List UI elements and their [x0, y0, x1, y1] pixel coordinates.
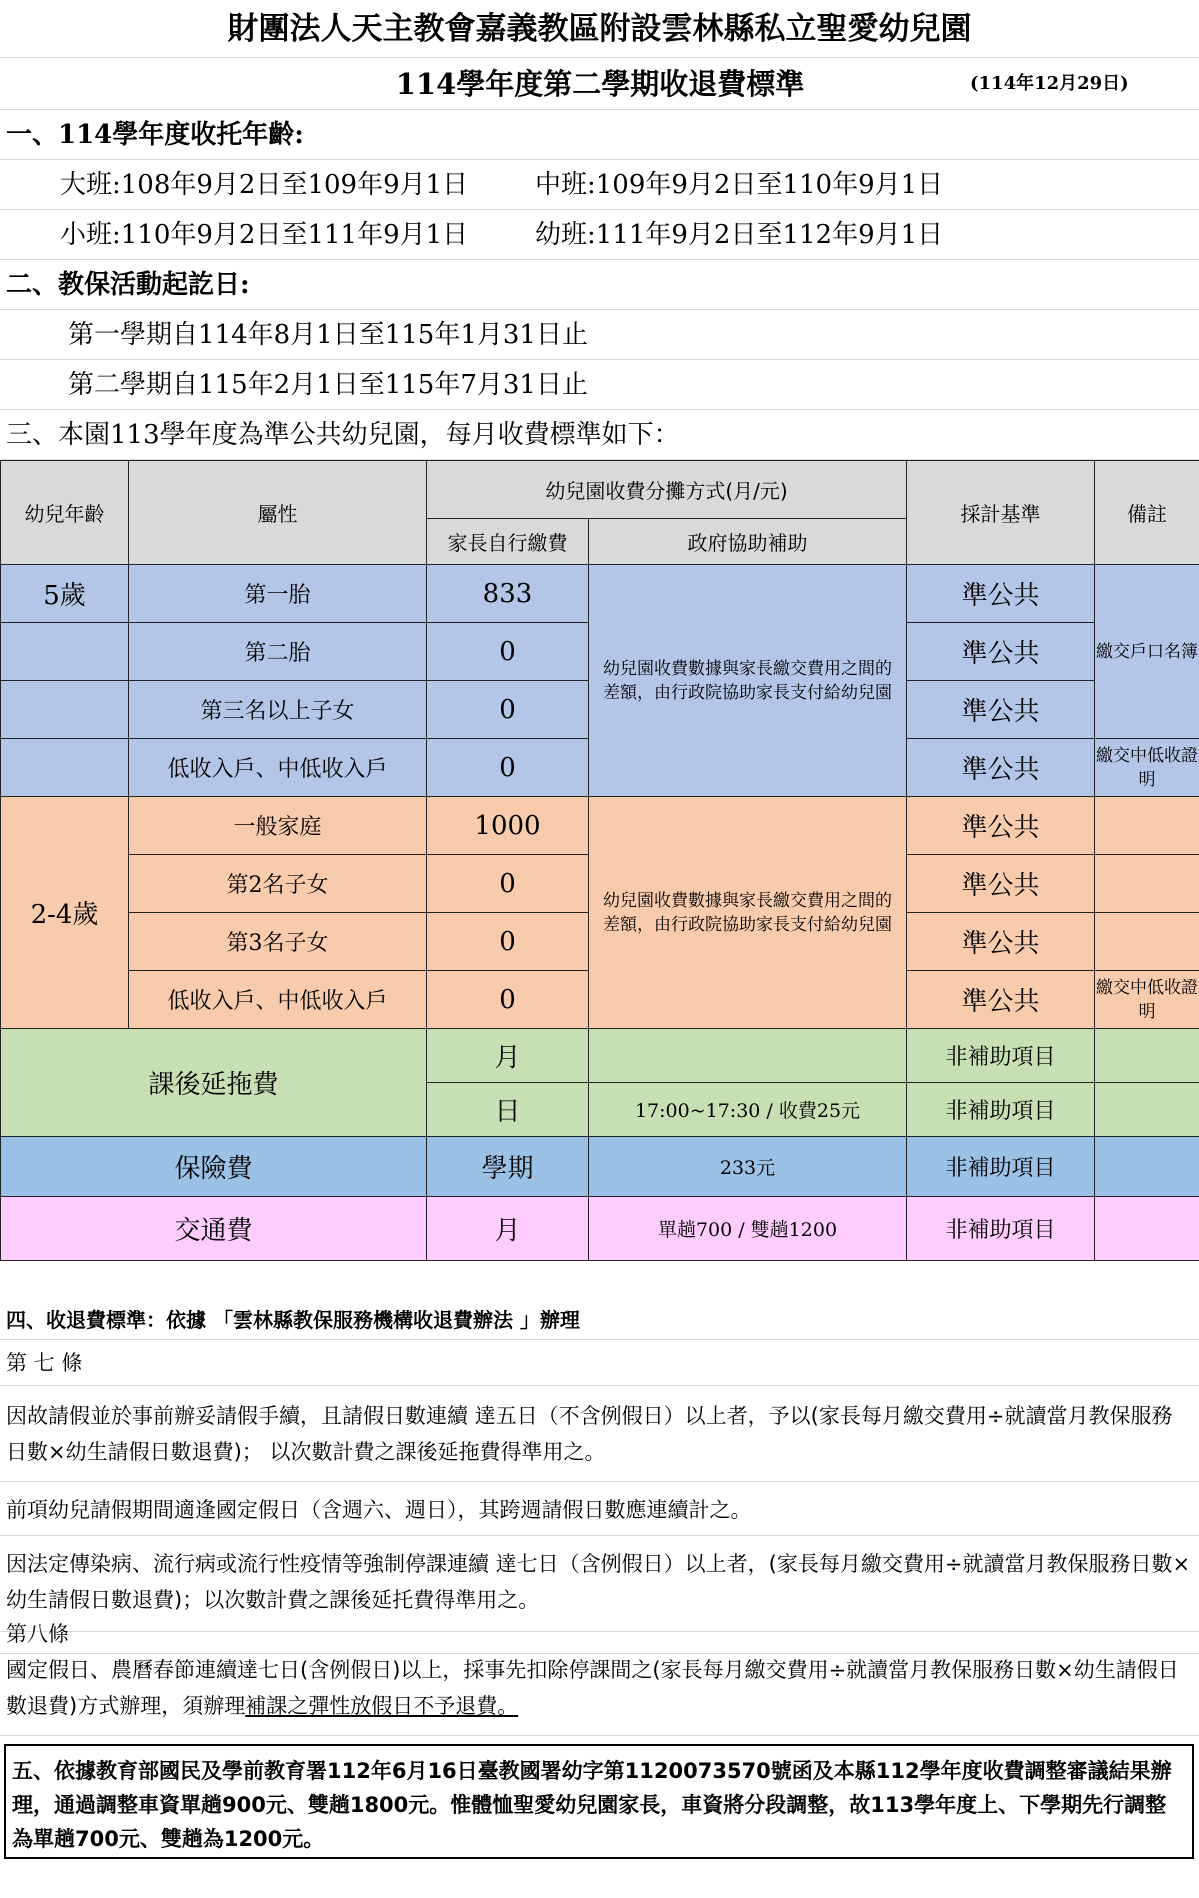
unit-month: 月 — [427, 1029, 589, 1083]
note-blank — [1095, 1197, 1199, 1261]
article-7-paragraph-1: 因故請假並於事前辦妥請假手續，且請假日數連續 達五日（不含例假日）以上者，予以(家長每月繳交費用÷就讀當月教保服務日數×幼生請假日數退費)； 以次數計費之課後延拖費得準用之。 — [0, 1390, 1199, 1482]
note-blank — [1095, 1137, 1199, 1197]
attr-cell: 低收入戶、中低收入戶 — [129, 739, 427, 797]
term-2: 第二學期自115年2月1日至115年7月31日止 — [0, 360, 1199, 410]
parent-fee: 1000 — [427, 797, 589, 855]
attr-cell: 第三名以上子女 — [129, 681, 427, 739]
insurance-label: 保險費 — [1, 1137, 427, 1197]
article-7-label: 第 七 條 — [0, 1340, 1199, 1386]
section3-heading: 三、本園113學年度為準公共幼兒園，每月收費標準如下： — [0, 410, 1199, 460]
parent-fee: 0 — [427, 623, 589, 681]
basis-cell: 準公共 — [907, 913, 1095, 971]
attr-cell: 一般家庭 — [129, 797, 427, 855]
basis-cell: 非補助項目 — [907, 1029, 1095, 1083]
section5-text: 五、依據教育部國民及學前教育署112年6月16日臺教國署幼字第1120073570號函及本縣112學年度收費調整審議結果辦理，通過調整車資單趟900元、雙趟1800元。惟體恤聖愛幼兒園家長，車資將分段調整，故113學年度上、下學期先行調整為單趟700元、雙趟為1200元。 — [12, 1759, 1172, 1851]
parent-fee: 0 — [427, 739, 589, 797]
th-attribute: 屬性 — [129, 461, 427, 565]
section1-heading: 一、114學年度收托年齡: — [0, 110, 1199, 160]
parent-fee: 0 — [427, 681, 589, 739]
article-8-paragraph: 國定假日、農曆春節連續達七日(含例假日)以上，採事先扣除停課間之(家長每月繳交費用÷就讀當月教保服務日數×幼生請假日數退費)方式辦理，須辦理補課之彈性放假日不予退費。 — [0, 1652, 1199, 1736]
subtitle-row — [0, 58, 1199, 110]
th-age: 幼兒年齡 — [1, 461, 129, 565]
basis-cell: 準公共 — [907, 797, 1095, 855]
gov-subsidy-text: 幼兒園收費數據與家長繳交費用之間的差額，由行政院協助家長支付給幼兒園 — [589, 565, 907, 797]
underlined-clause: 補課之彈性放假日不予退費。 — [245, 1694, 519, 1718]
after-month-blank — [589, 1029, 907, 1083]
th-fee-split: 幼兒園收費分攤方式(月/元) — [427, 461, 907, 519]
note-blank — [1095, 913, 1199, 971]
th-parent-pay: 家長自行繳費 — [427, 519, 589, 565]
basis-cell: 準公共 — [907, 623, 1095, 681]
attr-cell: 第一胎 — [129, 565, 427, 623]
note-low-income: 繳交中低收證明 — [1095, 739, 1199, 797]
th-gov-subsidy: 政府協助補助 — [589, 519, 907, 565]
article-7-paragraph-3: 因法定傳染病、流行病或流行性疫情等強制停課連續 達七日（含例假日）以上者，(家長每月繳交費用÷就讀當月教保服務日數×幼生請假日數退費)；以次數計費之課後延托費得準用之。 — [0, 1538, 1199, 1632]
age-5: 5歲 — [1, 565, 129, 623]
note-blank — [1095, 855, 1199, 913]
class-middle: 中班:109年9月2日至110年9月1日 — [535, 170, 944, 200]
basis-cell: 非補助項目 — [907, 1137, 1095, 1197]
parent-fee: 0 — [427, 913, 589, 971]
school-title: 財團法人天主教會嘉義教區附設雲林縣私立聖愛幼兒園 — [0, 0, 1199, 58]
age-2-4: 2-4歲 — [1, 797, 129, 1029]
class-big: 大班:108年9月2日至109年9月1日 — [60, 170, 469, 200]
unit-term: 學期 — [427, 1137, 589, 1197]
parent-fee: 0 — [427, 855, 589, 913]
class-small: 小班:110年9月2日至111年9月1日 — [60, 220, 469, 250]
insurance-fee: 233元 — [589, 1137, 907, 1197]
age-blank — [1, 681, 129, 739]
term-title: 114學年度第二學期收退費標準 — [395, 67, 805, 101]
attr-cell: 第2名子女 — [129, 855, 427, 913]
age-blank — [1, 623, 129, 681]
th-note: 備註 — [1095, 461, 1199, 565]
section5-box — [4, 1744, 1194, 1859]
note-blank — [1095, 1029, 1199, 1083]
parent-fee: 833 — [427, 565, 589, 623]
attr-cell: 低收入戶、中低收入戶 — [129, 971, 427, 1029]
term-1: 第一學期自114年8月1日至115年1月31日止 — [0, 310, 1199, 360]
fee-table — [0, 460, 1199, 1261]
announce-date: (114年12月29日) — [970, 73, 1129, 94]
class-row-1 — [0, 160, 1199, 210]
section4-heading: 四、收退費標準：依據 「雲林縣教保服務機構收退費辦法 」辦理 — [0, 1300, 1199, 1340]
attr-cell: 第二胎 — [129, 623, 427, 681]
basis-cell: 非補助項目 — [907, 1083, 1095, 1137]
attr-cell: 第3名子女 — [129, 913, 427, 971]
article-7-paragraph-2: 前項幼兒請假期間適逢國定假日（含週六、週日），其跨週請假日數應連續計之。 — [0, 1484, 1199, 1536]
unit-month: 月 — [427, 1197, 589, 1261]
after-school-fee-label: 課後延拖費 — [1, 1029, 427, 1137]
basis-cell: 非補助項目 — [907, 1197, 1095, 1261]
basis-cell: 準公共 — [907, 971, 1095, 1029]
basis-cell: 準公共 — [907, 681, 1095, 739]
note-blank — [1095, 797, 1199, 855]
transport-fee: 單趟700 / 雙趟1200 — [589, 1197, 907, 1261]
note-household: 繳交戶口名簿 — [1095, 565, 1199, 739]
gov-subsidy-text: 幼兒園收費數據與家長繳交費用之間的差額，由行政院協助家長支付給幼兒園 — [589, 797, 907, 1029]
after-day-fee: 17:00~17:30 / 收費25元 — [589, 1083, 907, 1137]
section2-heading: 二、教保活動起訖日: — [0, 260, 1199, 310]
class-row-2 — [0, 210, 1199, 260]
unit-day: 日 — [427, 1083, 589, 1137]
age-blank — [1, 739, 129, 797]
basis-cell: 準公共 — [907, 855, 1095, 913]
note-low-income: 繳交中低收證明 — [1095, 971, 1199, 1029]
note-blank — [1095, 1083, 1199, 1137]
th-basis: 採計基準 — [907, 461, 1095, 565]
class-toddler: 幼班:111年9月2日至112年9月1日 — [535, 220, 944, 250]
basis-cell: 準公共 — [907, 565, 1095, 623]
basis-cell: 準公共 — [907, 739, 1095, 797]
article-8-label: 第八條 — [0, 1614, 1199, 1654]
parent-fee: 0 — [427, 971, 589, 1029]
transport-label: 交通費 — [1, 1197, 427, 1261]
